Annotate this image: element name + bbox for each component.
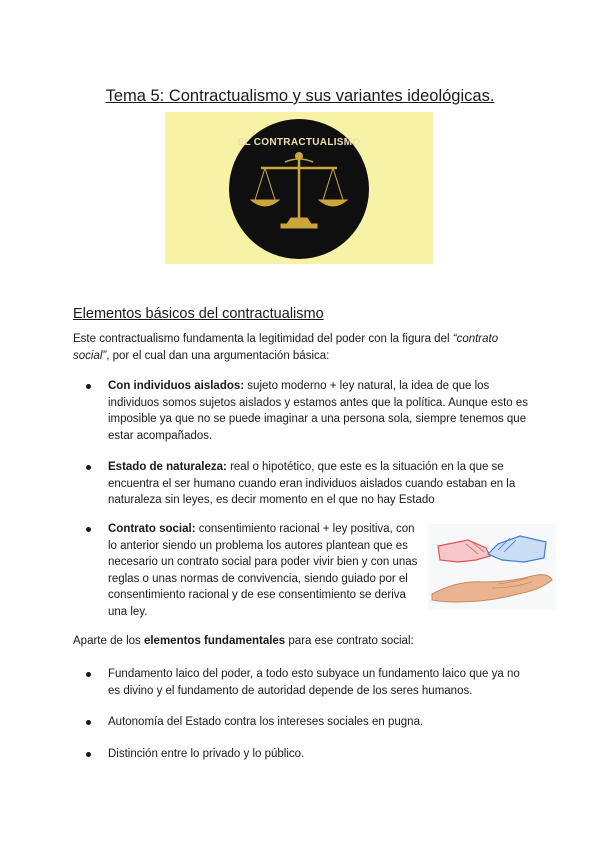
banner-text: EL CONTRACTUALISMO xyxy=(237,137,361,148)
list-item-term: Contrato social: xyxy=(108,523,196,535)
list-item-text: real o hipotético, que este es la situación en la que se encuentra el ser humano cuando eran individuos aislados cuando estaban en la naturaleza sin leyes, es decir momento en el que no hay Estado xyxy=(108,461,516,506)
bullet-icon xyxy=(86,384,91,389)
bullet-icon xyxy=(86,752,91,757)
aparte-bold: elementos fundamentales xyxy=(143,635,286,647)
bullet-icon xyxy=(86,720,91,725)
list-item-text: consentimiento racional + ley positiva, con lo anterior siendo un problema los autores plantean que es necesario un contrato social para poder vivir bien y con unas reglas o unas normas de convivencia, siendo guiado por el consentimiento racional y de ese consentimiento se deriva una ley. xyxy=(108,523,418,618)
bullet-icon xyxy=(86,672,91,677)
scales-of-justice-icon xyxy=(165,112,433,264)
section-heading: Elementos básicos del contractualismo xyxy=(73,306,324,323)
list-item-text: sujeto moderno + ley natural, la idea de que los individuos somos sujetos aislados y estamos antes que la política. Aunque esto es imposible ya que no se puede imaginar a una persona sola, siempre tenemos que estar acompañados. xyxy=(108,380,528,442)
intro-quote: “contrato social” xyxy=(73,333,499,362)
bullet-icon xyxy=(86,527,91,532)
intro-text-end: , por el cual dan una argumentación básica: xyxy=(106,350,330,362)
intro-paragraph xyxy=(73,331,533,365)
aparte-text-end: para ese contrato social: xyxy=(285,635,414,647)
aparte-text: Aparte de los xyxy=(73,635,144,647)
handshake-on-hand-icon xyxy=(428,524,556,610)
bullet-icon xyxy=(86,465,91,470)
list-item-term: Con individuos aislados: xyxy=(108,380,245,392)
list-item-text: Fundamento laico del poder, a todo esto subyace un fundamento laico que ya no es divino y el fundamento de autoridad depende de los seres humanos. xyxy=(108,668,520,697)
page-title: Tema 5: Contractualismo y sus variantes ideológicas. xyxy=(105,87,495,106)
intro-text: Este contractualismo fundamenta la legitimidad del poder con la figura del xyxy=(73,333,453,345)
aparte-paragraph xyxy=(73,633,533,650)
list-item-text: Autonomía del Estado contra los intereses sociales en pugna. xyxy=(108,716,424,728)
list-item-text: Distinción entre lo privado y lo público. xyxy=(108,748,305,760)
list-item-term: Estado de naturaleza: xyxy=(108,461,227,473)
contractualismo-banner xyxy=(165,112,433,264)
